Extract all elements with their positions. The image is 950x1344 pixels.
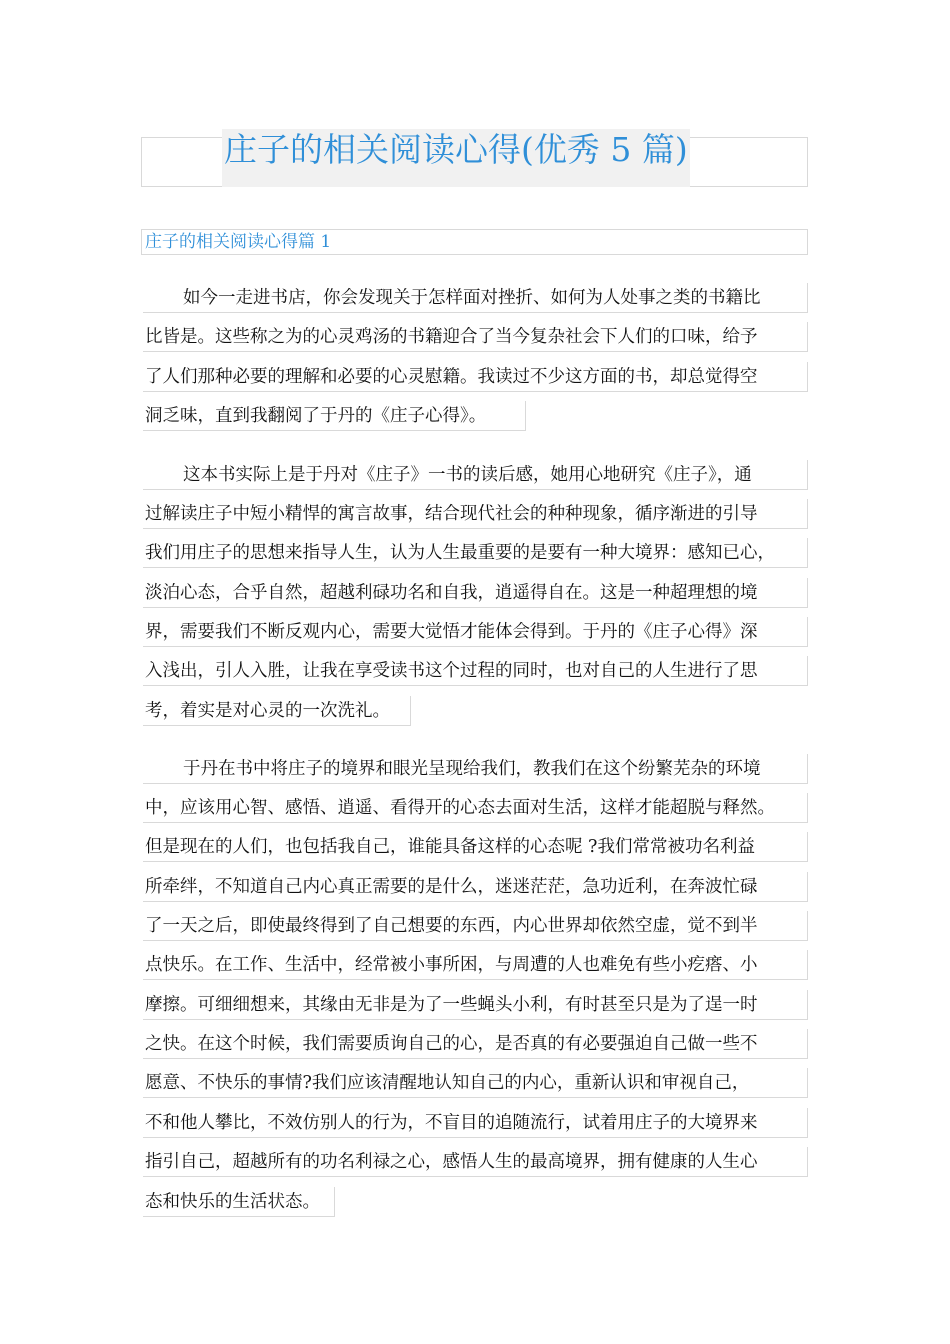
paragraph-line: 之快。在这个时候，我们需要质询自己的心，是否真的有必要强迫自己做一些不 [143, 1029, 808, 1059]
paragraph-line: 中，应该用心智、感悟、逍遥、看得开的心态去面对生活，这样才能超脱与释然。 [143, 793, 808, 823]
paragraph-line: 不和他人攀比，不效仿别人的行为，不盲目的追随流行，试着用庄子的大境界来 [143, 1108, 808, 1138]
paragraph-line: 了人们那种必要的理解和必要的心灵慰籍。我读过不少这方面的书，却总觉得空 [143, 362, 808, 392]
paragraph-line: 如今一走进书店，你会发现关于怎样面对挫折、如何为人处事之类的书籍比 [143, 283, 808, 313]
paragraph-line: 入浅出，引人入胜，让我在享受读书这个过程的同时，也对自己的人生进行了思 [143, 656, 808, 686]
paragraph-line: 了一天之后，即使最终得到了自己想要的东西，内心世界却依然空虚，觉不到半 [143, 911, 808, 941]
paragraph-line: 态和快乐的生活状态。 [143, 1187, 335, 1217]
paragraph-line: 过解读庄子中短小精悍的寓言故事，结合现代社会的种种现象，循序渐进的引导 [143, 499, 808, 529]
paragraph-line: 指引自己，超越所有的功名利禄之心，感悟人生的最高境界，拥有健康的人生心 [143, 1147, 808, 1177]
paragraph-line: 这本书实际上是于丹对《庄子》一书的读后感，她用心地研究《庄子》，通 [143, 460, 808, 490]
paragraph-line: 所牵绊，不知道自己内心真正需要的是什么，迷迷茫茫，急功近利，在奔波忙碌 [143, 872, 808, 902]
paragraph-line: 淡泊心态，合乎自然，超越利碌功名和自我，逍遥得自在。这是一种超理想的境 [143, 578, 808, 608]
paragraph-line: 摩擦。可细细想来，其缘由无非是为了一些蝇头小利，有时甚至只是为了逞一时 [143, 990, 808, 1020]
paragraph-line: 比皆是。这些称之为的心灵鸡汤的书籍迎合了当今复杂社会下人们的口味，给予 [143, 322, 808, 352]
paragraph-line: 我们用庄子的思想来指导人生，认为人生最重要的是要有一种大境界：感知已心， [143, 538, 808, 568]
paragraph-line: 愿意、不快乐的事情?我们应该清醒地认知自己的内心，重新认识和审视自己， [143, 1068, 808, 1098]
section-heading: 庄子的相关阅读心得篇 1 [145, 232, 332, 252]
paragraph-line: 考，着实是对心灵的一次洗礼。 [143, 696, 411, 726]
paragraph-line: 界，需要我们不断反观内心，需要大觉悟才能体会得到。于丹的《庄子心得》深 [143, 617, 808, 647]
paragraph-line: 洞乏味，直到我翻阅了于丹的《庄子心得》。 [143, 401, 526, 431]
paragraph-line: 点快乐。在工作、生活中，经常被小事所困，与周遭的人也难免有些小疙瘩、小 [143, 950, 808, 980]
paragraph-line: 于丹在书中将庄子的境界和眼光呈现给我们，教我们在这个纷繁芜杂的环境 [143, 754, 808, 784]
document-title: 庄子的相关阅读心得(优秀 5 篇) [222, 129, 690, 187]
paragraph-line: 但是现在的人们，也包括我自己，谁能具备这样的心态呢 ?我们常常被功名利益 [143, 832, 808, 862]
